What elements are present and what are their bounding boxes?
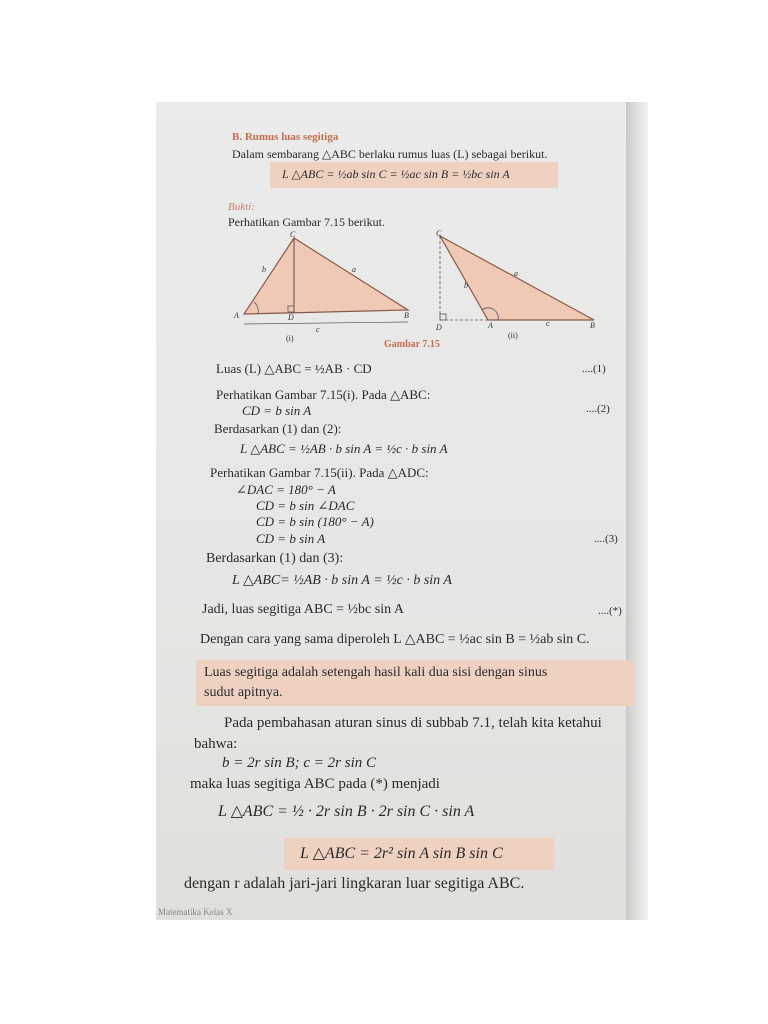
page-footer: Matematika Kelas X [158,907,233,917]
side-b-i: b [262,265,266,274]
proof-label: Bukti: [228,201,255,213]
proof-line-6: Perhatikan Gambar 7.15(ii). Pada △ADC: [210,465,429,480]
proof-line-13: Jadi, luas segitiga ABC = ½bc sin A [202,602,404,617]
equation-1: b = 2r sin B; c = 2r sin C [222,755,376,771]
ref-star: ....(*) [598,605,622,617]
side-a-ii: a [514,269,518,278]
proof-line-10: CD = b sin A [256,531,326,546]
figure-7-15 [228,228,608,352]
paragraph-line-4: dengan r adalah jari-jari lingkaran luar segitiga ABC. [184,875,525,892]
figure-ii [435,229,595,340]
right-angle-mark-ii [440,314,446,320]
vertex-d-ii: D [436,323,442,332]
proof-line-12: L △ABC= ½AB · b sin A = ½c · b sin A [232,573,452,588]
side-a-i: a [352,265,356,274]
vertex-b-i: B [404,311,409,320]
side-c-i: c [316,325,320,334]
proof-line-9: CD = b sin (180° − A) [256,514,374,529]
triangle-ii [440,236,594,320]
proof-line-11: Berdasarkan (1) dan (3): [206,551,344,566]
page-curl [626,102,648,920]
vertex-a-i: A [234,311,239,320]
triangle-i [244,238,408,314]
ref-3: ....(3) [594,533,618,545]
proof-line-3: CD = b sin A [242,403,312,418]
book-page [156,102,626,920]
paragraph-line-3: maka luas segitiga ABC pada (*) menjadi [190,776,440,792]
proof-line-8: CD = b sin ∠DAC [256,498,355,513]
vertex-b-ii: B [590,321,595,330]
equation-2: L △ABC = ½ · 2r sin B · 2r sin C · sin A [218,803,475,820]
figure-caption: Gambar 7.15 [384,339,440,350]
ref-2: ....(2) [586,403,610,415]
summary-line-2: sudut apitnya. [204,685,283,700]
ref-1: ....(1) [582,363,606,375]
figure-i [233,230,409,343]
figure-i-label: (i) [286,334,294,343]
side-c-ii: c [546,319,550,328]
proof-line-7: ∠DAC = 180° − A [236,482,336,497]
vertex-a-ii: A [488,321,493,330]
main-formula: L △ABC = ½ab sin C = ½ac sin B = ½bc sin A [282,167,510,181]
summary-line-1: Luas segitiga adalah setengah hasil kali dua sisi dengan sinus [204,665,548,680]
proof-line-4: Berdasarkan (1) dan (2): [214,421,342,436]
vertex-c-i: C [290,230,296,239]
see-figure-text: Perhatikan Gambar 7.15 berikut. [228,215,385,229]
proof-line-5: L △ABC = ½AB · b sin A = ½c · b sin A [240,441,448,456]
proof-line-2: Perhatikan Gambar 7.15(i). Pada △ABC: [216,387,431,402]
paragraph-line-1: Pada pembahasan aturan sinus di subbab 7.1, telah kita ketahui [224,715,602,731]
side-b-ii: b [464,281,468,290]
equation-3: L △ABC = 2r² sin A sin B sin C [300,845,503,862]
vertex-c-ii: C [436,229,442,238]
paragraph-line-2: bahwa: [194,736,238,752]
proof-line-14: Dengan cara yang sama diperoleh L △ABC = ½ac sin B = ½ab sin C. [200,632,590,647]
proof-line-1: Luas (L) △ABC = ½AB · CD [216,361,372,376]
intro-text: Dalam sembarang △ABC berlaku rumus luas (L) sebagai berikut. [232,147,548,161]
vertex-d-i: D [288,313,294,322]
section-title: B. Rumus luas segitiga [232,131,339,143]
figure-ii-label: (ii) [508,331,518,340]
side-c-dimension-i [244,322,408,324]
